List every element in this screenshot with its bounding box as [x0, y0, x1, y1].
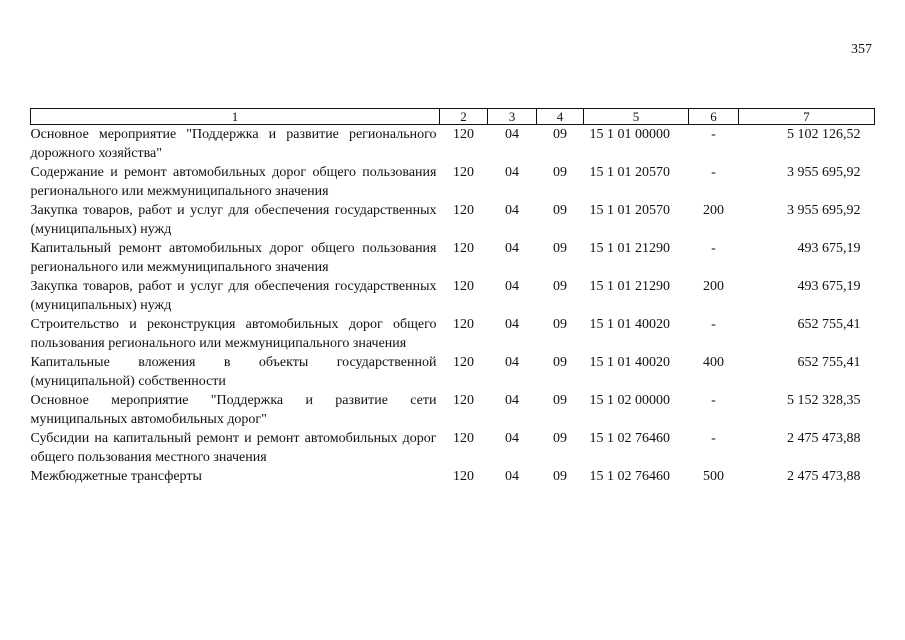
row-col-2: 120	[453, 393, 474, 408]
row-amount: 652 755,41	[797, 317, 861, 332]
row-col-6: -	[711, 241, 716, 256]
row-amount: 3 955 695,92	[787, 165, 861, 180]
table-row	[31, 467, 875, 486]
row-col-2: 120	[453, 355, 474, 370]
row-col-4: 09	[553, 393, 567, 408]
header-col-5: 5	[584, 109, 689, 125]
row-col-4: 09	[553, 203, 567, 218]
table-row	[31, 277, 875, 315]
row-col-2: 120	[453, 279, 474, 294]
row-amount: 493 675,19	[797, 241, 861, 256]
row-col-5: 15 1 01 40020	[589, 355, 670, 370]
row-col-4: 09	[553, 469, 567, 484]
row-description: Субсидии на капитальный ремонт и ремонт автомобильных дорог общего пользования местного значения	[30, 431, 437, 465]
row-col-3: 04	[505, 127, 519, 142]
table-row	[31, 201, 875, 239]
row-description: Капитальный ремонт автомобильных дорог общего пользования регионального или межмуниципального значения	[30, 241, 437, 275]
row-col-5: 15 1 01 00000	[589, 127, 670, 142]
header-col-2: 2	[440, 109, 488, 125]
row-description: Основное мероприятие "Поддержка и развитие регионального дорожного хозяйства"	[30, 127, 437, 161]
row-col-2: 120	[453, 127, 474, 142]
row-amount: 2 475 473,88	[787, 431, 861, 446]
row-description: Межбюджетные трансферты	[30, 469, 202, 484]
row-amount: 493 675,19	[797, 279, 861, 294]
row-description: Закупка товаров, работ и услуг для обеспечения государственных (муниципальных) нужд	[30, 279, 437, 313]
row-col-5: 15 1 01 40020	[589, 317, 670, 332]
row-description: Строительство и реконструкция автомобильных дорог общего пользования регионального или межмуниципального значения	[30, 317, 437, 351]
row-col-2: 120	[453, 317, 474, 332]
row-amount: 3 955 695,92	[787, 203, 861, 218]
table-row	[31, 125, 875, 164]
row-amount: 5 102 126,52	[787, 127, 861, 142]
row-col-5: 15 1 01 20570	[589, 203, 670, 218]
page-number: 357	[851, 42, 872, 57]
row-col-5: 15 1 02 00000	[589, 393, 670, 408]
row-col-2: 120	[453, 431, 474, 446]
row-col-6: -	[711, 165, 716, 180]
row-col-3: 04	[505, 317, 519, 332]
row-col-3: 04	[505, 469, 519, 484]
row-col-3: 04	[505, 355, 519, 370]
row-col-6: -	[711, 393, 716, 408]
row-amount: 652 755,41	[797, 355, 861, 370]
row-col-5: 15 1 02 76460	[589, 431, 670, 446]
row-col-4: 09	[553, 431, 567, 446]
row-col-3: 04	[505, 203, 519, 218]
row-col-2: 120	[453, 165, 474, 180]
table-row	[31, 353, 875, 391]
row-description: Содержание и ремонт автомобильных дорог общего пользования регионального или межмуниципального значения	[30, 165, 437, 199]
row-col-2: 120	[453, 469, 474, 484]
row-col-4: 09	[553, 165, 567, 180]
row-col-5: 15 1 01 21290	[589, 241, 670, 256]
row-col-6: 200	[703, 279, 724, 294]
header-col-3: 3	[488, 109, 537, 125]
header-row	[31, 109, 875, 125]
row-col-6: -	[711, 127, 716, 142]
table-row	[31, 391, 875, 429]
header-col-6: 6	[689, 109, 739, 125]
row-col-6: 200	[703, 203, 724, 218]
row-col-4: 09	[553, 355, 567, 370]
row-col-5: 15 1 02 76460	[589, 469, 670, 484]
budget-table	[30, 108, 875, 486]
table-row	[31, 429, 875, 467]
row-description: Основное мероприятие "Поддержка и развитие сети муниципальных автомобильных дорог"	[30, 393, 437, 427]
row-description: Закупка товаров, работ и услуг для обеспечения государственных (муниципальных) нужд	[30, 203, 437, 237]
row-col-6: -	[711, 431, 716, 446]
row-col-3: 04	[505, 241, 519, 256]
row-col-3: 04	[505, 431, 519, 446]
row-col-3: 04	[505, 279, 519, 294]
table-row	[31, 315, 875, 353]
row-col-4: 09	[553, 317, 567, 332]
row-amount: 5 152 328,35	[787, 393, 861, 408]
row-col-6: 500	[703, 469, 724, 484]
header-col-1: 1	[31, 109, 440, 125]
row-amount: 2 475 473,88	[787, 469, 861, 484]
table-row	[31, 239, 875, 277]
row-col-3: 04	[505, 393, 519, 408]
header-col-4: 4	[537, 109, 584, 125]
row-col-5: 15 1 01 20570	[589, 165, 670, 180]
row-col-6: -	[711, 317, 716, 332]
row-col-6: 400	[703, 355, 724, 370]
row-description: Капитальные вложения в объекты государственной (муниципальной) собственности	[30, 355, 437, 389]
row-col-5: 15 1 01 21290	[589, 279, 670, 294]
table-row	[31, 163, 875, 201]
header-col-7: 7	[739, 109, 875, 125]
row-col-2: 120	[453, 241, 474, 256]
row-col-3: 04	[505, 165, 519, 180]
row-col-2: 120	[453, 203, 474, 218]
row-col-4: 09	[553, 279, 567, 294]
row-col-4: 09	[553, 241, 567, 256]
row-col-4: 09	[553, 127, 567, 142]
